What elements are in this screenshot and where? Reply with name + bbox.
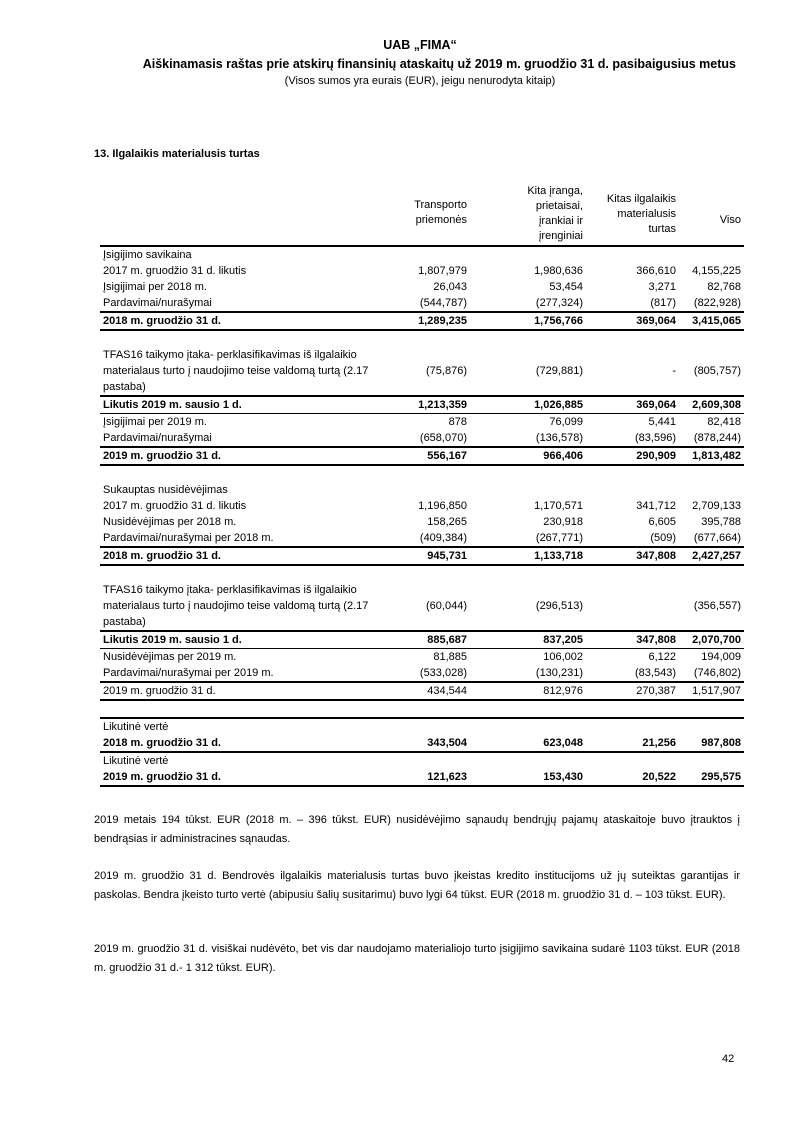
cell-value: 1,807,979 (418, 265, 467, 277)
cell-value: 434,544 (427, 685, 467, 697)
cell-value: 5,441 (648, 416, 676, 428)
cell-value: (805,757) (693, 365, 741, 377)
cell-value: 295,575 (701, 771, 741, 783)
table-row (100, 530, 744, 547)
cell-value: 1,289,235 (418, 315, 467, 327)
cell-value: 3,415,065 (692, 315, 741, 327)
cell-value: 945,731 (427, 550, 467, 562)
table-row (100, 263, 744, 279)
cell-value: 106,002 (543, 651, 583, 663)
cell-value: 4,155,225 (692, 265, 741, 277)
section-heading: Įsigijimo savikaina (103, 249, 192, 261)
cell-value: (277,324) (535, 297, 583, 309)
column-header: Kitas ilgalaikis materialusis turtas (606, 193, 676, 235)
row-label: Nusidėvėjimas per 2018 m. (103, 516, 237, 528)
cell-value: 53,454 (549, 281, 583, 293)
note-paragraph: 2019 m. gruodžio 31 d. Bendrovės ilgalaikis materialusis turtas buvo įkeistas kredito institucijoms už jų suteiktas garantijas ir paskolas. Bendra įkeisto turto vertė (abipusiu šalių susitarimu) buvo lygi 64 tūkst. EUR (2018 m. gruodžio 31 d. – 103 tūkst. EUR). (94, 870, 740, 901)
cell-value: 82,418 (707, 416, 741, 428)
cell-value: 556,167 (427, 450, 467, 462)
table-row (100, 414, 744, 431)
section-heading-row (100, 752, 744, 769)
section-heading: Likutinė vertė (103, 755, 169, 767)
total-row (100, 447, 744, 465)
row-label: 2017 m. gruodžio 31 d. likutis (103, 265, 247, 277)
cell-value: 623,048 (543, 737, 583, 749)
row-label: Įsigijimai per 2019 m. (103, 416, 207, 428)
company-name: UAB „FIMA“ (383, 38, 457, 52)
net-value-row (100, 735, 744, 752)
row-label: Nusidėvėjimas per 2019 m. (103, 651, 237, 663)
cell-value: (409,384) (419, 532, 467, 544)
table-row (100, 347, 744, 396)
column-header: Viso (719, 214, 741, 226)
cell-value: (60,044) (426, 600, 467, 612)
cell-value: 369,064 (636, 399, 676, 411)
cell-value: 81,885 (433, 651, 467, 663)
cell-value (586, 582, 679, 631)
cell-value: 1,813,482 (692, 450, 741, 462)
row-label: 2017 m. gruodžio 31 d. likutis (103, 500, 247, 512)
cell-value: 76,099 (549, 416, 583, 428)
page-number: 42 (722, 1053, 735, 1065)
row-label: Pardavimai/nurašymai per 2019 m. (103, 667, 274, 679)
cell-value: 347,808 (636, 634, 676, 646)
cell-value: 26,043 (433, 281, 467, 293)
cell-value: 347,808 (636, 550, 676, 562)
row-label: Likutis 2019 m. sausio 1 d. (103, 634, 242, 646)
cell-value: 1,517,907 (692, 685, 741, 697)
spacer-row (100, 330, 744, 347)
cell-value: 290,909 (636, 450, 676, 462)
cell-value: 812,976 (543, 685, 583, 697)
spacer-row (100, 465, 744, 482)
cell-value: 837,205 (543, 634, 583, 646)
cell-value: 885,687 (427, 634, 467, 646)
section-title: 13. Ilgalaikis materialusis turtas (94, 148, 260, 160)
cell-value: 2,609,308 (692, 399, 741, 411)
total-row (100, 682, 744, 700)
cell-value: (878,244) (693, 432, 741, 444)
cell-value: 2,427,257 (692, 550, 741, 562)
table-row (100, 649, 744, 666)
cell-value: 1,026,885 (534, 399, 583, 411)
row-label: TFAS16 taikymo įtaka- perklasifikavimas iš ilgalaikio materialaus turto į naudojimo teise valdomą turtą (2.17 pastaba) (103, 584, 369, 628)
table-row (100, 582, 744, 631)
cell-value: (822,928) (693, 297, 741, 309)
cell-value: 2,709,133 (692, 500, 741, 512)
row-label: Įsigijimai per 2018 m. (103, 281, 207, 293)
cell-value: (817) (650, 297, 676, 309)
row-label: Pardavimai/nurašymai (103, 432, 212, 444)
cell-value: 1,133,718 (534, 550, 583, 562)
cell-value: (296,513) (535, 600, 583, 612)
cell-value: (75,876) (426, 365, 467, 377)
row-label: Pardavimai/nurašymai (103, 297, 212, 309)
cell-value: (130,231) (535, 667, 583, 679)
cell-value: 153,430 (543, 771, 583, 783)
table-row (100, 430, 744, 447)
section-heading-row (100, 246, 744, 263)
table-row (100, 665, 744, 682)
section-heading-row (100, 718, 744, 735)
cell-value: 987,808 (701, 737, 741, 749)
cell-value: (136,578) (535, 432, 583, 444)
subtotal-row (100, 396, 744, 414)
cell-value: (677,664) (693, 532, 741, 544)
document-title: Aiškinamasis raštas prie atskirų finansinių ataskaitų už 2019 m. gruodžio 31 d. pasibaigusius metus (142, 57, 736, 71)
row-label: 2019 m. gruodžio 31 d. (103, 685, 216, 697)
cell-value: 158,265 (427, 516, 467, 528)
section-heading: Likutinė vertė (103, 721, 169, 733)
row-label: TFAS16 taikymo įtaka- perklasifikavimas iš ilgalaikio materialaus turto į naudojimo teise valdomą turtą (2.17 pastaba) (103, 349, 369, 393)
subtotal-row (100, 631, 744, 649)
spacer-row (100, 700, 744, 718)
section-heading-row (100, 482, 744, 498)
cell-value: 341,712 (636, 500, 676, 512)
cell-value: 369,064 (636, 315, 676, 327)
cell-value: (729,881) (535, 365, 583, 377)
cell-value: 1,170,571 (534, 500, 583, 512)
cell-value: - (672, 365, 676, 377)
subtotal-row (100, 547, 744, 565)
spacer-row (100, 565, 744, 582)
cell-value: 966,406 (543, 450, 583, 462)
row-label: 2018 m. gruodžio 31 d. (103, 315, 221, 327)
fixed-assets-table (100, 184, 744, 787)
note-paragraph: 2019 metais 194 tūkst. EUR (2018 m. – 396 tūkst. EUR) nusidėvėjimo sąnaudų bendrųjų pajamų ataskaitoje buvo įtrauktos į bendrąsias ir administracines sąnaudas. (94, 814, 740, 845)
cell-value: 1,980,636 (534, 265, 583, 277)
cell-value: 20,522 (642, 771, 676, 783)
cell-value: (658,070) (419, 432, 467, 444)
row-label: 2018 m. gruodžio 31 d. (103, 737, 221, 749)
subtotal-row (100, 312, 744, 330)
cell-value: (746,802) (693, 667, 741, 679)
table-row (100, 498, 744, 514)
header-empty (100, 184, 400, 246)
cell-value: (544,787) (419, 297, 467, 309)
table-row (100, 295, 744, 312)
column-header: Kita įranga, prietaisai, įrankiai ir įrenginiai (527, 185, 583, 242)
cell-value: 230,918 (543, 516, 583, 528)
cell-value: (533,028) (419, 667, 467, 679)
cell-value: 1,756,766 (534, 315, 583, 327)
net-value-row (100, 769, 744, 786)
row-label: 2019 m. gruodžio 31 d. (103, 771, 221, 783)
cell-value: (83,596) (635, 432, 676, 444)
cell-value: (267,771) (535, 532, 583, 544)
cell-value: 21,256 (642, 737, 676, 749)
cell-value: (356,557) (693, 600, 741, 612)
cell-value: 82,768 (707, 281, 741, 293)
cell-value: (83,543) (635, 667, 676, 679)
note-paragraph: 2019 m. gruodžio 31 d. visiškai nudėvėto, bet vis dar naudojamo materialiojo turto įsigijimo savikaina sudarė 1103 tūkst. EUR (2018 m. gruodžio 31 d.- 1 312 tūkst. EUR). (94, 943, 740, 974)
currency-note: (Visos sumos yra eurais (EUR), jeigu nenurodyta kitaip) (284, 75, 556, 87)
cell-value: 2,070,700 (692, 634, 741, 646)
cell-value: 121,623 (427, 771, 467, 783)
cell-value: 194,009 (701, 651, 741, 663)
section-heading: Sukauptas nusidėvėjimas (103, 484, 228, 496)
cell-value: 3,271 (648, 281, 676, 293)
cell-value: 878 (448, 416, 467, 428)
cell-value: 343,504 (427, 737, 467, 749)
table-row (100, 279, 744, 295)
cell-value: 6,122 (648, 651, 676, 663)
cell-value: 1,196,850 (418, 500, 467, 512)
cell-value: 1,213,359 (418, 399, 467, 411)
row-label: Pardavimai/nurašymai per 2018 m. (103, 532, 274, 544)
cell-value: 395,788 (701, 516, 741, 528)
column-header: Transporto priemonės (414, 199, 467, 226)
cell-value: 6,605 (648, 516, 676, 528)
cell-value: 366,610 (636, 265, 676, 277)
row-label: Likutis 2019 m. sausio 1 d. (103, 399, 242, 411)
cell-value: (509) (650, 532, 676, 544)
table-header-row (100, 184, 744, 246)
row-label: 2018 m. gruodžio 31 d. (103, 550, 221, 562)
table-row (100, 514, 744, 530)
cell-value: 270,387 (636, 685, 676, 697)
row-label: 2019 m. gruodžio 31 d. (103, 450, 221, 462)
